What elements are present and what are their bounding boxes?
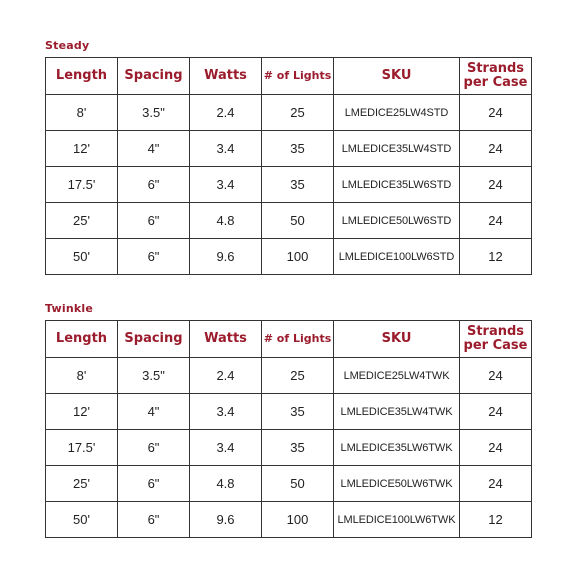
table-row	[46, 239, 532, 275]
cell-sku: LMLEDICE35LW4TWK	[334, 394, 460, 430]
cell-spacing: 6"	[118, 203, 190, 239]
cell-sku: LMLEDICE100LW6STD	[334, 239, 460, 275]
cell-strands: 12	[460, 502, 532, 538]
cell-length: 12'	[46, 394, 118, 430]
cell-watts: 3.4	[190, 394, 262, 430]
column-header-watts: Watts	[190, 321, 262, 358]
cell-sku: LMLEDICE35LW4STD	[334, 131, 460, 167]
table-row	[46, 167, 532, 203]
column-header-lights: # of Lights	[262, 58, 334, 95]
cell-length: 8'	[46, 358, 118, 394]
cell-sku: LMEDICE25LW4STD	[334, 95, 460, 131]
cell-watts: 9.6	[190, 502, 262, 538]
column-header-length: Length	[46, 58, 118, 95]
cell-strands: 24	[460, 131, 532, 167]
cell-lights: 35	[262, 394, 334, 430]
cell-sku: LMLEDICE35LW6TWK	[334, 430, 460, 466]
cell-strands: 24	[460, 358, 532, 394]
cell-strands: 24	[460, 167, 532, 203]
column-header-strands: Strands per Case	[460, 58, 532, 95]
cell-spacing: 3.5"	[118, 95, 190, 131]
cell-strands: 24	[460, 394, 532, 430]
cell-sku: LMLEDICE35LW6STD	[334, 167, 460, 203]
table-row	[46, 430, 532, 466]
cell-watts: 2.4	[190, 95, 262, 131]
cell-spacing: 4"	[118, 394, 190, 430]
cell-lights: 50	[262, 466, 334, 502]
cell-lights: 100	[262, 502, 334, 538]
column-header-spacing: Spacing	[118, 321, 190, 358]
cell-watts: 4.8	[190, 466, 262, 502]
cell-strands: 24	[460, 430, 532, 466]
cell-lights: 35	[262, 131, 334, 167]
cell-spacing: 6"	[118, 430, 190, 466]
cell-strands: 24	[460, 95, 532, 131]
cell-length: 17.5'	[46, 167, 118, 203]
cell-strands: 24	[460, 203, 532, 239]
cell-length: 17.5'	[46, 430, 118, 466]
cell-spacing: 6"	[118, 466, 190, 502]
cell-spacing: 6"	[118, 239, 190, 275]
cell-watts: 9.6	[190, 239, 262, 275]
cell-length: 25'	[46, 466, 118, 502]
section-title-twinkle: Twinkle	[45, 302, 94, 315]
cell-length: 25'	[46, 203, 118, 239]
cell-length: 12'	[46, 131, 118, 167]
cell-strands: 24	[460, 466, 532, 502]
column-header-sku: SKU	[334, 321, 460, 358]
cell-length: 50'	[46, 502, 118, 538]
cell-strands: 12	[460, 239, 532, 275]
cell-length: 50'	[46, 239, 118, 275]
cell-lights: 100	[262, 239, 334, 275]
column-header-sku: SKU	[334, 58, 460, 95]
twinkle-spec-table	[45, 320, 532, 538]
column-header-watts: Watts	[190, 58, 262, 95]
cell-spacing: 4"	[118, 131, 190, 167]
column-header-lights: # of Lights	[262, 321, 334, 358]
table-row	[46, 203, 532, 239]
cell-sku: LMLEDICE50LW6TWK	[334, 466, 460, 502]
cell-spacing: 6"	[118, 167, 190, 203]
table-row	[46, 358, 532, 394]
column-header-strands: Strands per Case	[460, 321, 532, 358]
column-header-spacing: Spacing	[118, 58, 190, 95]
cell-sku: LMEDICE25LW4TWK	[334, 358, 460, 394]
table-row	[46, 131, 532, 167]
table-row	[46, 394, 532, 430]
table-header-row	[46, 58, 532, 95]
cell-spacing: 6"	[118, 502, 190, 538]
table-row	[46, 95, 532, 131]
cell-lights: 35	[262, 167, 334, 203]
table-row	[46, 502, 532, 538]
cell-watts: 3.4	[190, 430, 262, 466]
cell-lights: 25	[262, 358, 334, 394]
table-row	[46, 466, 532, 502]
cell-lights: 25	[262, 95, 334, 131]
cell-watts: 4.8	[190, 203, 262, 239]
cell-watts: 3.4	[190, 167, 262, 203]
column-header-length: Length	[46, 321, 118, 358]
cell-sku: LMLEDICE50LW6STD	[334, 203, 460, 239]
cell-sku: LMLEDICE100LW6TWK	[334, 502, 460, 538]
steady-spec-table	[45, 57, 532, 275]
cell-lights: 35	[262, 430, 334, 466]
cell-watts: 3.4	[190, 131, 262, 167]
cell-spacing: 3.5"	[118, 358, 190, 394]
cell-lights: 50	[262, 203, 334, 239]
table-header-row	[46, 321, 532, 358]
cell-watts: 2.4	[190, 358, 262, 394]
cell-length: 8'	[46, 95, 118, 131]
section-title-steady: Steady	[45, 39, 90, 52]
